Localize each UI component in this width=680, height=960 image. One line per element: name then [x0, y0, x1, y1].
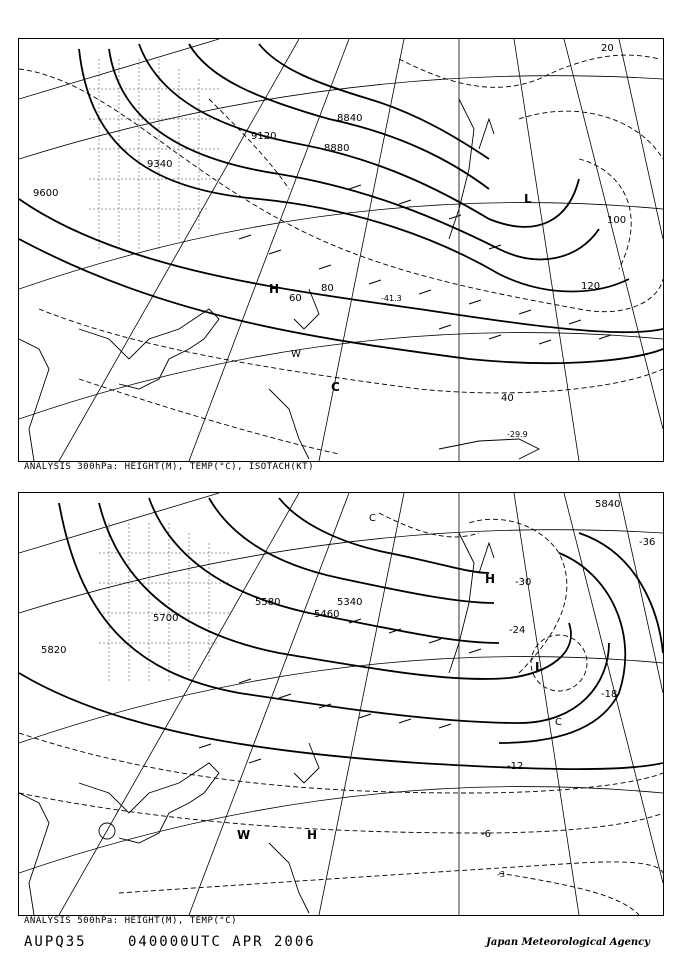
upper-graticule — [19, 39, 663, 461]
upper-warm-center: W — [291, 349, 301, 360]
lower-cold-center-2: C — [369, 513, 376, 524]
upper-height-label: 8880 — [324, 143, 350, 154]
lower-temp-isotherms — [19, 513, 663, 915]
upper-height-contours — [19, 44, 663, 363]
lower-height-contours — [19, 498, 663, 769]
upper-height-label: 9600 — [33, 188, 59, 199]
upper-isotach-label: 100 — [607, 215, 627, 226]
lower-height-label: 5580 — [255, 597, 281, 608]
lower-height-label: 5340 — [337, 597, 363, 608]
upper-temp-label: -29.9 — [507, 430, 528, 439]
lower-temp-label: -6 — [481, 829, 491, 840]
lower-temp-label: -12 — [507, 761, 524, 772]
lower-temp-label: -30 — [515, 577, 532, 588]
upper-temp-label: -41.3 — [381, 294, 402, 303]
lower-temp-label: -18 — [601, 689, 618, 700]
lower-height-label: 5460 — [314, 609, 340, 620]
lower-hatch-region — [99, 523, 229, 683]
upper-height-label: 9340 — [147, 159, 173, 170]
lower-high-center: H — [485, 572, 496, 586]
upper-height-label: 8840 — [337, 113, 363, 124]
lower-temp-label: -24 — [509, 625, 526, 636]
upper-coastline — [19, 99, 539, 461]
chart-id: AUPQ35 — [24, 934, 87, 950]
upper-high-center: H — [269, 282, 280, 296]
upper-isotach-label: 120 — [581, 281, 601, 292]
upper-chart-map — [19, 39, 663, 461]
agency-credit: Japan Meteorological Agency — [486, 937, 650, 948]
lower-chart-500hpa — [18, 492, 664, 916]
lower-low-center: L — [535, 660, 543, 674]
upper-height-label: 9120 — [251, 131, 277, 142]
lower-height-label: 5700 — [153, 613, 179, 624]
lower-wind-barbs — [199, 619, 481, 763]
upper-cold-center: C — [331, 380, 340, 394]
upper-chart-caption: ANALYSIS 300hPa: HEIGHT(M), TEMP(°C), ISOTACH(KT) — [24, 462, 315, 472]
upper-isotach-label: 40 — [501, 393, 514, 404]
lower-high-center-2: H — [307, 828, 318, 842]
lower-height-label: 5820 — [41, 645, 67, 656]
lower-chart-map — [19, 493, 663, 915]
upper-low-center: L — [524, 192, 532, 206]
valid-time: 040000UTC APR 2006 — [128, 934, 316, 950]
lower-height-label: 5840 — [595, 499, 621, 510]
lower-temp-label: -36 — [639, 537, 656, 548]
upper-isotach-label: 20 — [601, 43, 614, 54]
lower-warm-center: W — [237, 828, 251, 842]
lower-temp-label: -3 — [497, 870, 505, 879]
lower-cold-center: C — [555, 717, 562, 728]
upper-isotach-label: 80 — [321, 283, 334, 294]
upper-isotach-label: 60 — [289, 293, 302, 304]
lower-coastline — [19, 533, 494, 915]
lower-chart-caption: ANALYSIS 500hPa: HEIGHT(M), TEMP(°C) — [24, 916, 238, 926]
upper-chart-300hpa — [18, 38, 664, 462]
